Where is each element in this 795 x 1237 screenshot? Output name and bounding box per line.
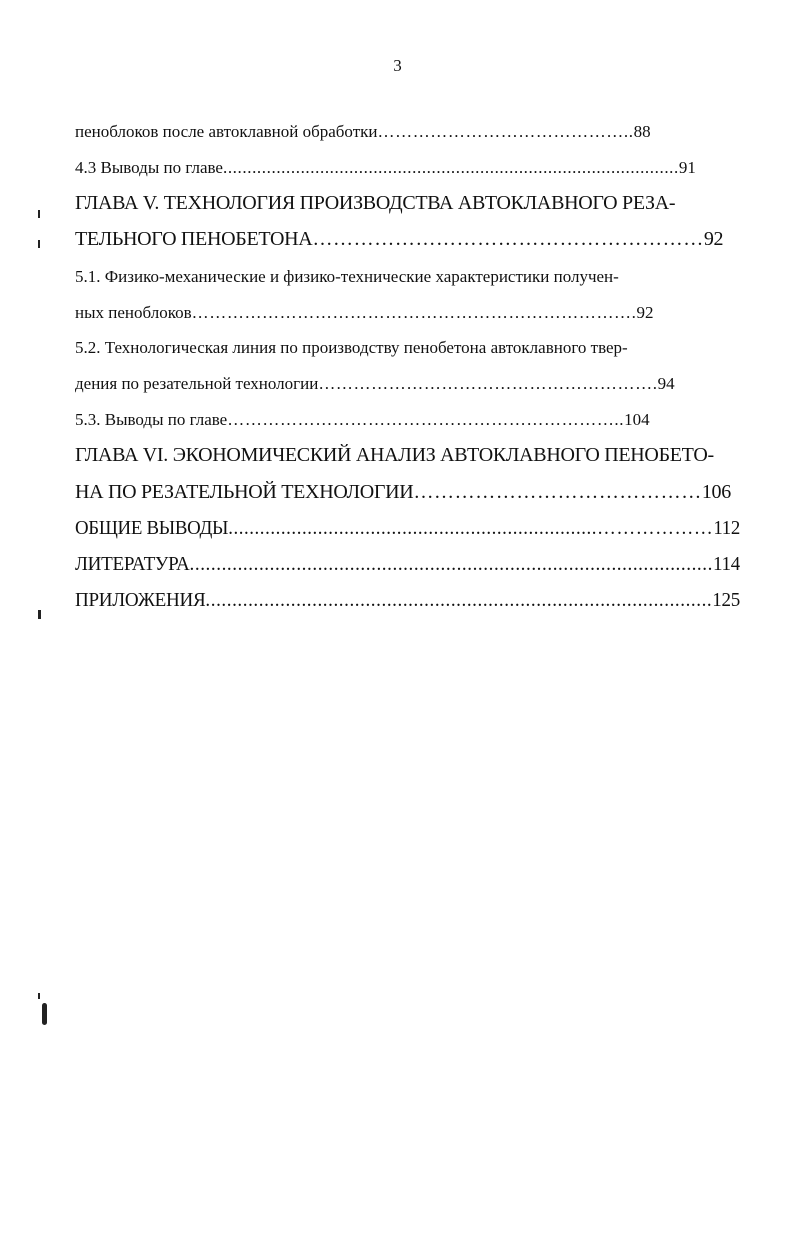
toc-entry: [75, 517, 740, 543]
toc-page-number: 88: [633, 122, 651, 141]
toc-entry: [75, 338, 740, 360]
toc-entry: [75, 481, 740, 507]
toc-page-number: 106: [701, 481, 731, 503]
scan-speck: [38, 240, 40, 248]
toc-entry-title: ЛИТЕРАТУРА: [75, 553, 190, 575]
toc-leader-dots: ……………………………………..: [377, 122, 634, 141]
toc-entry-title: ГЛАВА VI. ЭКОНОМИЧЕСКИЙ АНАЛИЗ АВТОКЛАВНОГО ПЕНОБЕТО-: [75, 444, 714, 466]
toc-leader-dots: ..............................................................................................: [222, 158, 679, 177]
toc-entry-title: дения по резательной технологии: [75, 374, 319, 393]
toc-page-number: 94: [657, 374, 675, 393]
toc-entry-title: ГЛАВА V. ТЕХНОЛОГИЯ ПРОИЗВОДСТВА АВТОКЛАВНОГО РЕЗА-: [75, 192, 676, 214]
scan-speck: [38, 993, 40, 999]
toc-entry: [75, 553, 740, 579]
toc-entry: [75, 267, 740, 289]
toc-entry-title: ОБЩИЕ ВЫВОДЫ: [75, 517, 229, 539]
toc-entry-title: 4.3 Выводы по главе: [75, 158, 223, 177]
toc-entry: [75, 589, 740, 615]
toc-entry-title: ПРИЛОЖЕНИЯ: [75, 589, 206, 611]
toc-entry-title: пеноблоков после автоклавной обработки: [75, 122, 378, 141]
toc-leader-dots: …………………………………………………: [312, 228, 704, 250]
toc-leader-dots: …………………………………………………………..: [227, 410, 625, 429]
toc-page-number: 92: [636, 303, 654, 322]
toc-entry-title: 5.2. Технологическая линия по производству пенобетона автоклавного твер-: [75, 338, 628, 357]
toc-leader-dots: ......................................................................………………: [228, 517, 714, 539]
toc-entry: [75, 192, 740, 218]
toc-page-number: 114: [712, 553, 740, 575]
toc-entry-title: ТЕЛЬНОГО ПЕНОБЕТОНА: [75, 228, 313, 250]
toc-page-number: 92: [703, 228, 724, 250]
toc-entry: [75, 158, 740, 180]
scan-speck: [38, 610, 41, 619]
toc-entry-title: 5.3. Выводы по главе: [75, 410, 228, 429]
toc-page-number: 91: [678, 158, 696, 177]
toc-entry: [75, 303, 740, 325]
toc-leader-dots: ………………………………………………….: [318, 374, 658, 393]
page-number: 3: [393, 56, 402, 75]
toc-leader-dots: ……………………………………: [413, 481, 702, 503]
toc-entry: [75, 228, 740, 254]
scan-speck: [42, 1003, 47, 1025]
toc-entry: [75, 410, 740, 432]
toc-page-number: 104: [624, 410, 650, 429]
toc-leader-dots: ...............................................................................................: [205, 589, 713, 611]
toc-entry-title: 5.1. Физико-механические и физико-технические характеристики получен-: [75, 267, 619, 286]
toc-leader-dots: ………………………………………………………………….: [191, 303, 637, 322]
toc-page-number: 112: [713, 517, 740, 539]
toc-page-number: 125: [712, 589, 740, 611]
scan-speck: [38, 210, 40, 218]
toc-entry-title: НА ПО РЕЗАТЕЛЬНОЙ ТЕХНОЛОГИИ: [75, 481, 414, 503]
toc-entry-title: ных пеноблоков: [75, 303, 192, 322]
toc-entry: [75, 122, 740, 144]
toc-entry: [75, 374, 740, 396]
toc-entry: [75, 444, 740, 470]
toc-leader-dots: ..................................................................................................: [189, 553, 713, 575]
